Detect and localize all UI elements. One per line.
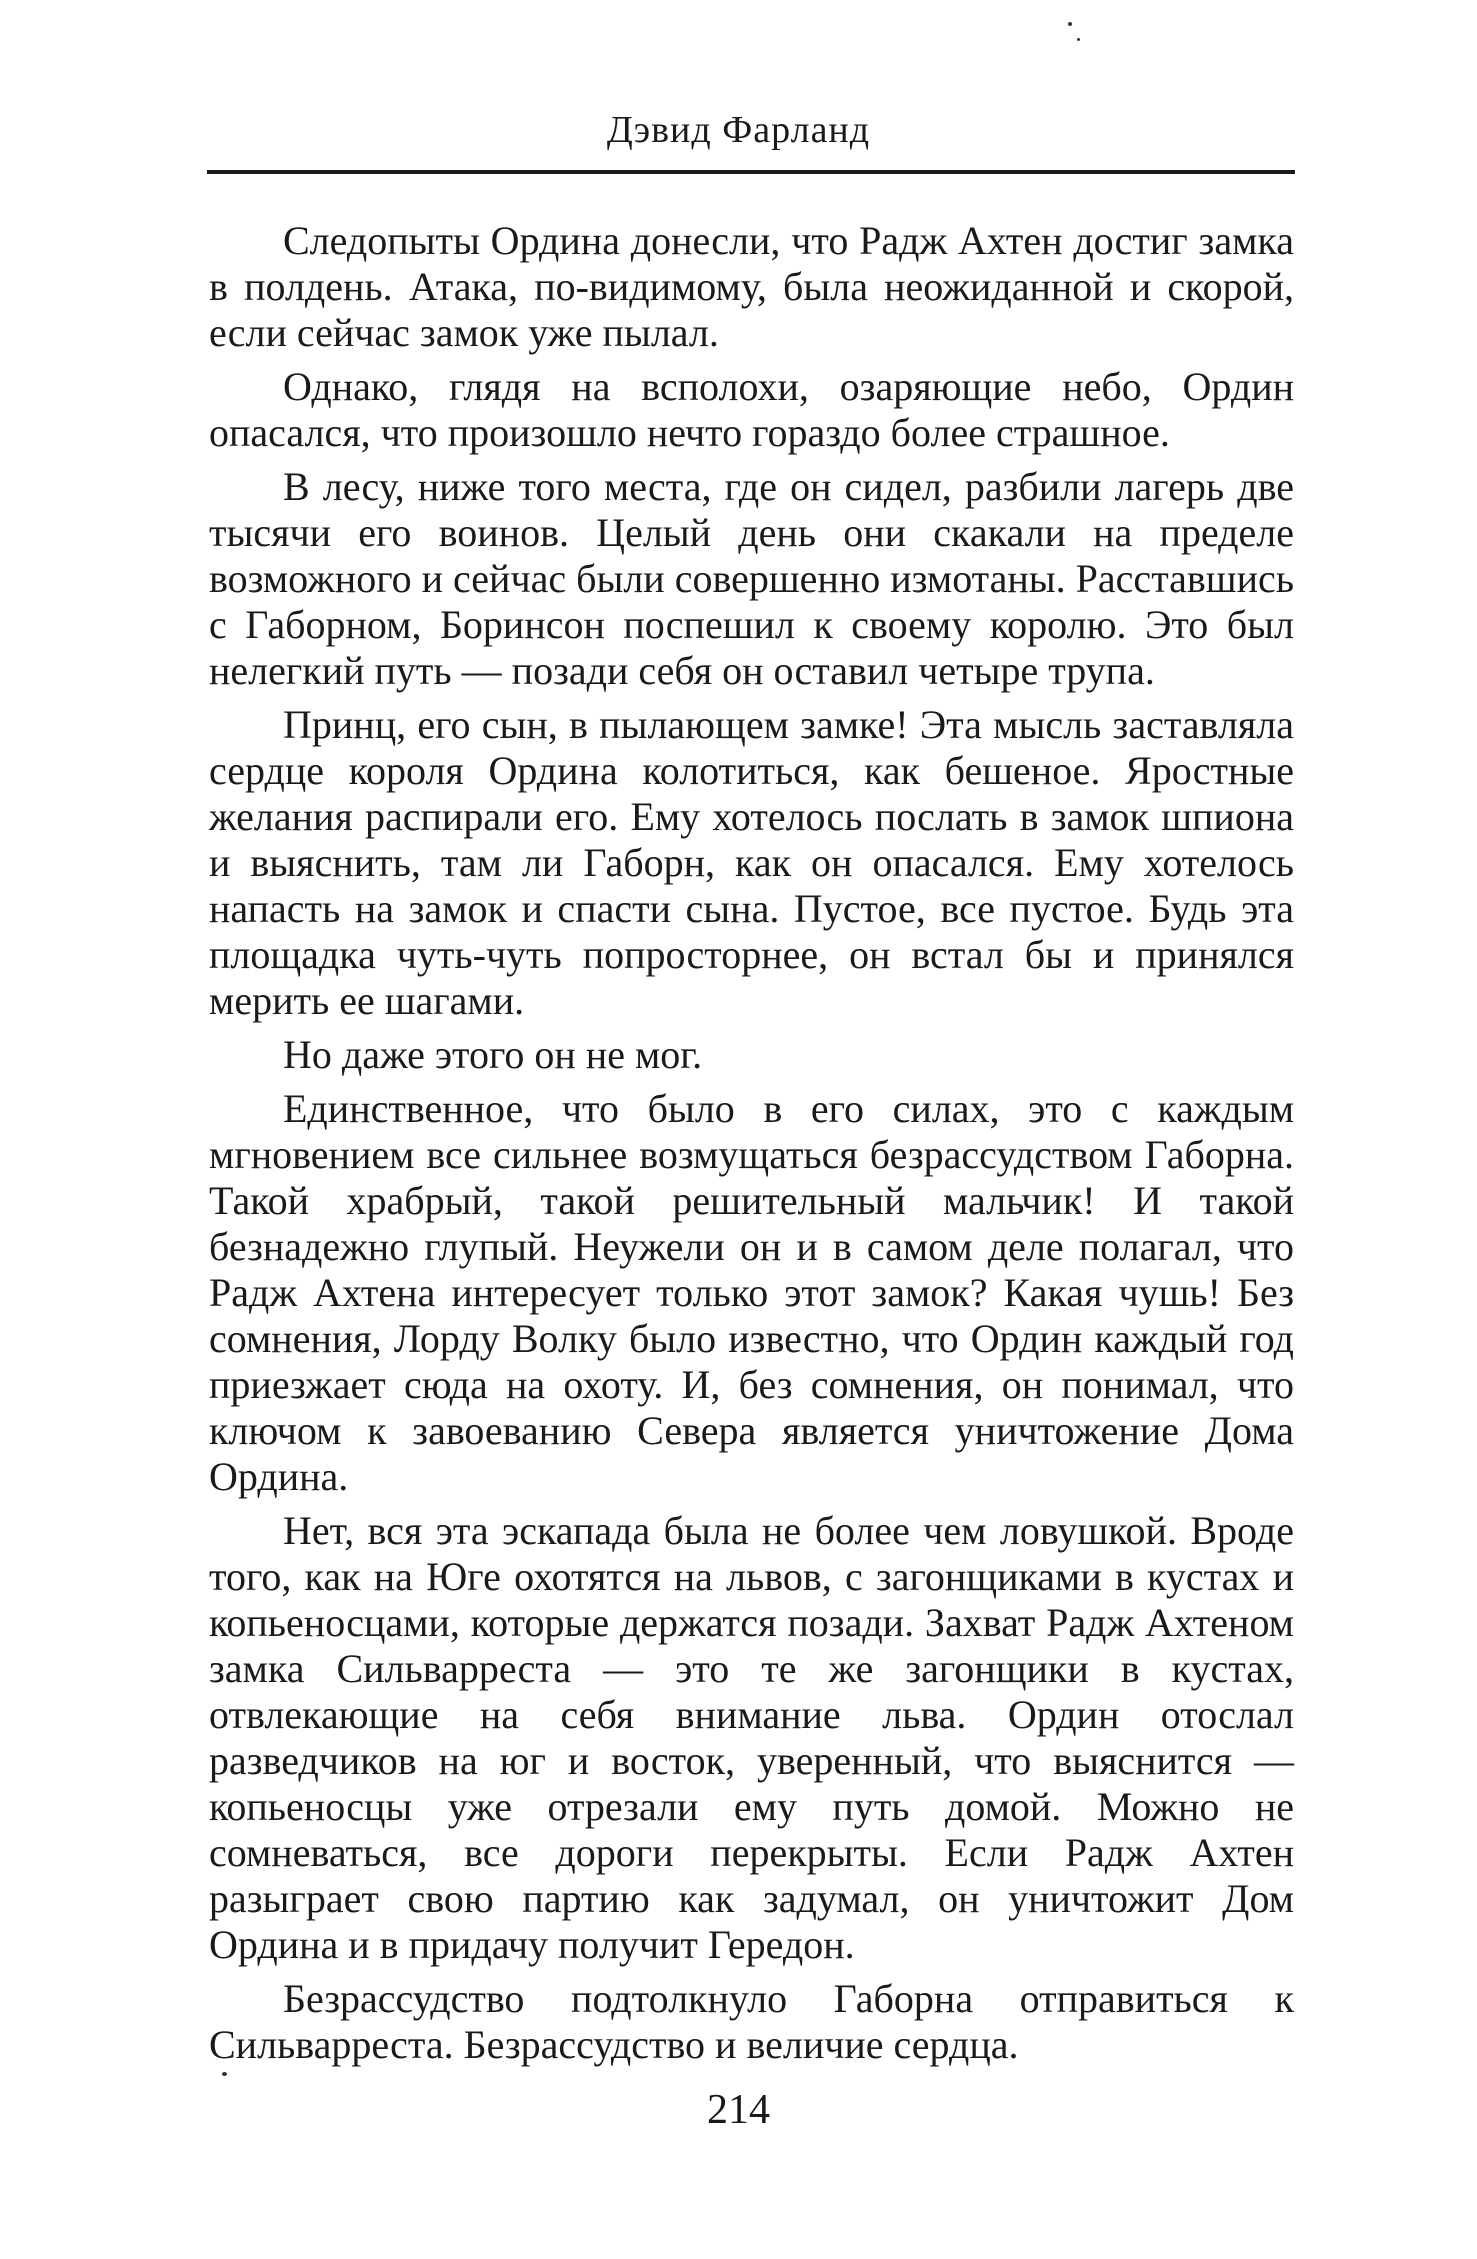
paragraph: Но даже этого он не мог. [283,1032,703,1077]
body-text [209,218,1294,2076]
paragraph: Безрассудство подтолкнуло Габорна отправиться к Сильварреста. Безрассудство и величие сердца. [209,1976,1294,2067]
page-number: 214 [707,2087,770,2133]
paragraph: Нет, вся эта эскапада была не более чем ловушкой. Вроде того, как на Юге охотятся на львов, с загонщиками в кустах и копьеносцами, которые держатся позади. Захват Радж Ахтеном замка Сильварреста — это те же загонщики в кустах, отвлекающие на себя внимание льва. Ордин отослал разведчиков на юг и восток, уверенный, что выяснится — копьеносцы уже отрезали ему путь домой. Можно не сомневаться, все дороги перекрыты. Если Радж Ахтен разыграет свою партию как задумал, он уничтожит Дом Ордина и в придачу получит Гередон. [209,1508,1294,1967]
paragraph: Следопыты Ордина донесли, что Радж Ахтен достиг замка в полдень. Атака, по-видимому, была неожиданной и скорой, если сейчас замок уже пылал. [209,218,1294,355]
paragraph: Единственное, что было в его силах, это с каждым мгновением все сильнее возмущаться безрассудством Габорна. Такой храбрый, такой решительный мальчик! И такой безнадежно глупый. Неужели он и в самом деле полагал, что Радж Ахтена интересует только этот замок? Какая чушь! Без сомнения, Лорду Волку было известно, что Ордин каждый год приезжает сюда на охоту. И, без сомнения, он понимал, что ключом к завоеванию Севера является уничтожение Дома Ордина. [209,1086,1294,1499]
scan-speck [1068,22,1072,26]
running-header: Дэвид Фарланд [606,109,871,151]
paragraph: Принц, его сын, в пылающем замке! Эта мысль заставляла сердце короля Ордина колотиться, как бешеное. Яростные желания распирали его. Ему хотелось послать в замок шпиона и выяснить, там ли Габорн, как он опасался. Ему хотелось напасть на замок и спасти сына. Пустое, все пустое. Будь эта площадка чуть-чуть попросторнее, он встал бы и принялся мерить ее шагами. [209,702,1294,1023]
paragraph: Однако, глядя на всполохи, озаряющие небо, Ордин опасался, что произошло нечто гораздо более страшное. [209,364,1294,455]
scan-speck [222,2072,227,2076]
header-rule [207,170,1295,174]
paragraph: В лесу, ниже того места, где он сидел, разбили лагерь две тысячи его воинов. Целый день они скакали на пределе возможного и сейчас были совершенно измотаны. Расставшись с Габорном, Боринсон поспешил к своему королю. Это был нелегкий путь — позади себя он оставил четыре трупа. [209,464,1294,693]
scan-speck [1077,38,1080,41]
